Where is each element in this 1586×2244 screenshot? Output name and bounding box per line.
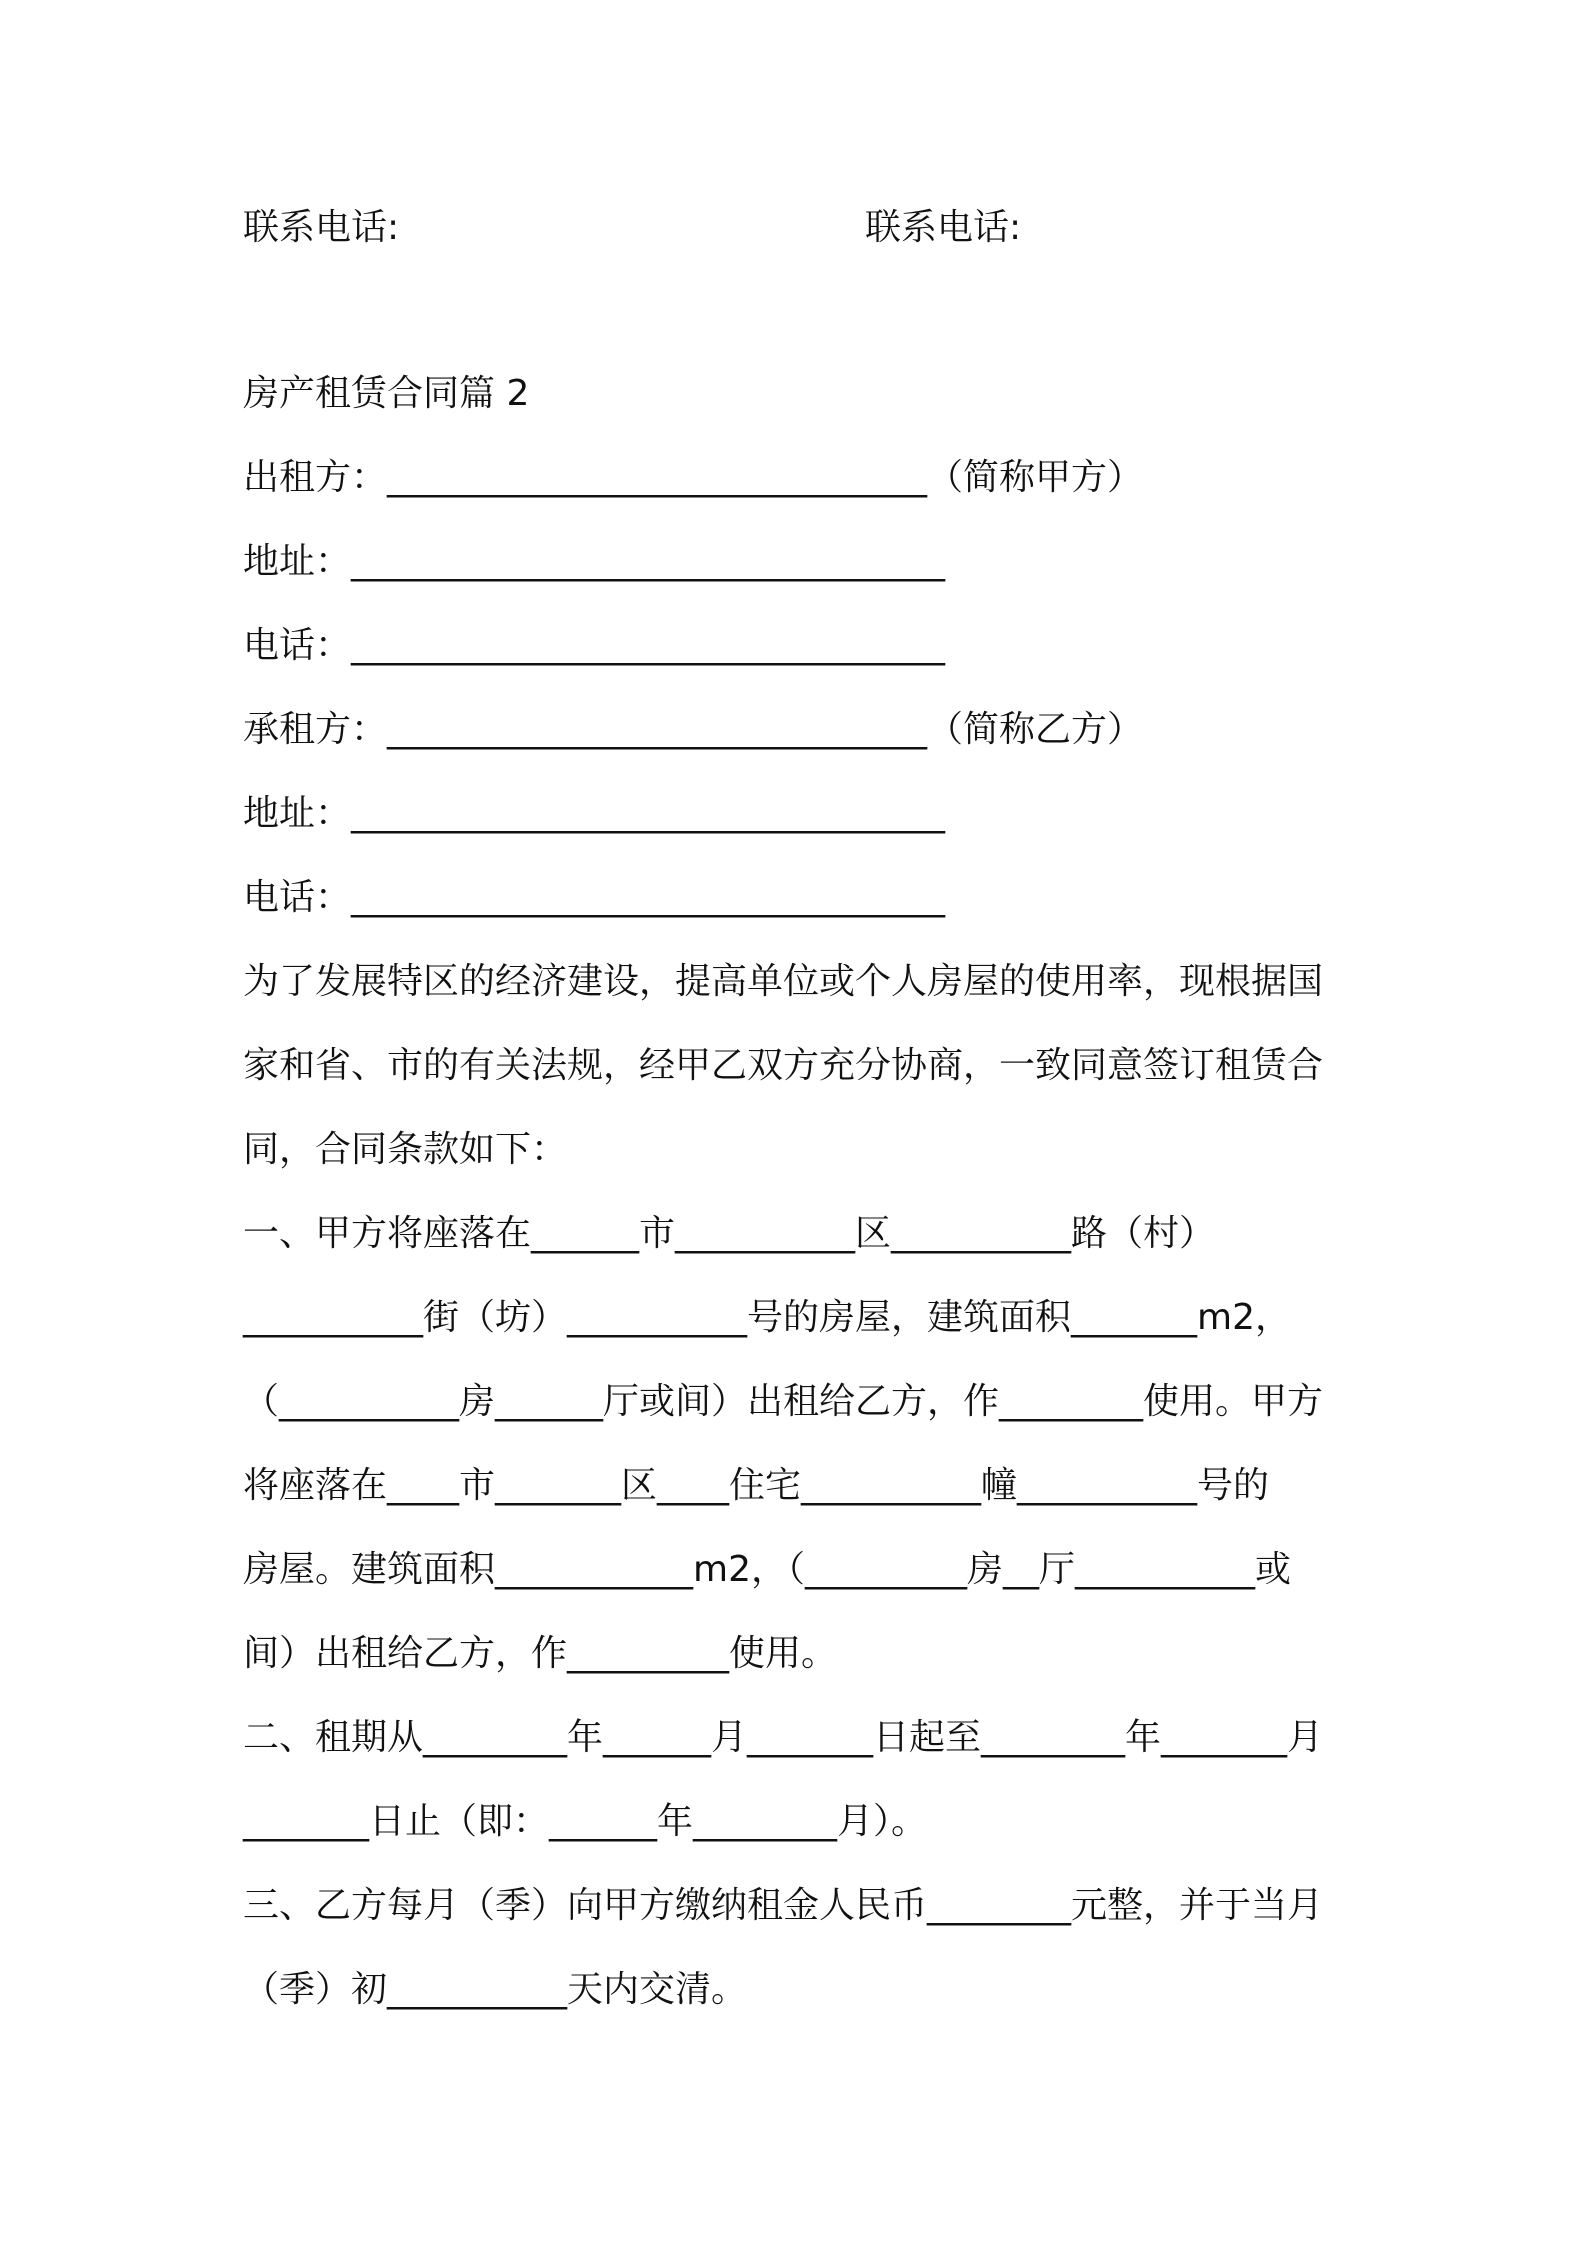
clause-3-line-2: （季）初__________天内交清。 <box>243 1969 748 2010</box>
clause-2-line-1: 二、租期从________年______月_______日起至________年_______月 <box>243 1717 1324 1758</box>
lessor-line: 出租方：______________________________（简称甲方） <box>243 457 1144 498</box>
clause-1-line-5: 房屋。建筑面积___________m2，（_________房__厅__________或 <box>243 1549 1291 1590</box>
lessee-phone-line: 电话：_________________________________ <box>243 877 946 918</box>
contact-phone-right: 联系电话: <box>865 207 1022 248</box>
clause-1-line-3: （__________房______厅或间）出租给乙方，作________使用。甲方 <box>243 1381 1324 1422</box>
lessee-line: 承租方：______________________________（简称乙方） <box>243 709 1144 750</box>
clause-1-line-6: 间）出租给乙方，作_________使用。 <box>243 1633 838 1674</box>
lessor-address-line: 地址：_________________________________ <box>243 541 946 582</box>
contact-phone-left: 联系电话: <box>243 207 400 248</box>
clause-1-line-1: 一、甲方将座落在______市__________区__________路（村） <box>243 1213 1216 1254</box>
clause-1-line-2: __________街（坊）__________号的房屋，建筑面积_______m2， <box>243 1297 1291 1338</box>
lessor-phone-line: 电话：_________________________________ <box>243 625 946 666</box>
lessee-address-line: 地址：_________________________________ <box>243 793 946 834</box>
intro-paragraph-line-2: 家和省、市的有关法规，经甲乙双方充分协商，一致同意签订租赁合 <box>243 1045 1324 1086</box>
clause-1-line-4: 将座落在____市_______区____住宅__________幢__________号的 <box>243 1465 1270 1506</box>
intro-paragraph-line-1: 为了发展特区的经济建设，提高单位或个人房屋的使用率，现根据国 <box>243 961 1324 1002</box>
clause-2-line-2: _______日止（即：______年________月）。 <box>243 1801 928 1842</box>
section-title: 房产租赁合同篇 2 <box>243 373 530 414</box>
intro-paragraph-line-3: 同，合同条款如下： <box>243 1129 568 1170</box>
clause-3-line-1: 三、乙方每月（季）向甲方缴纳租金人民币________元整，并于当月 <box>243 1885 1324 1926</box>
